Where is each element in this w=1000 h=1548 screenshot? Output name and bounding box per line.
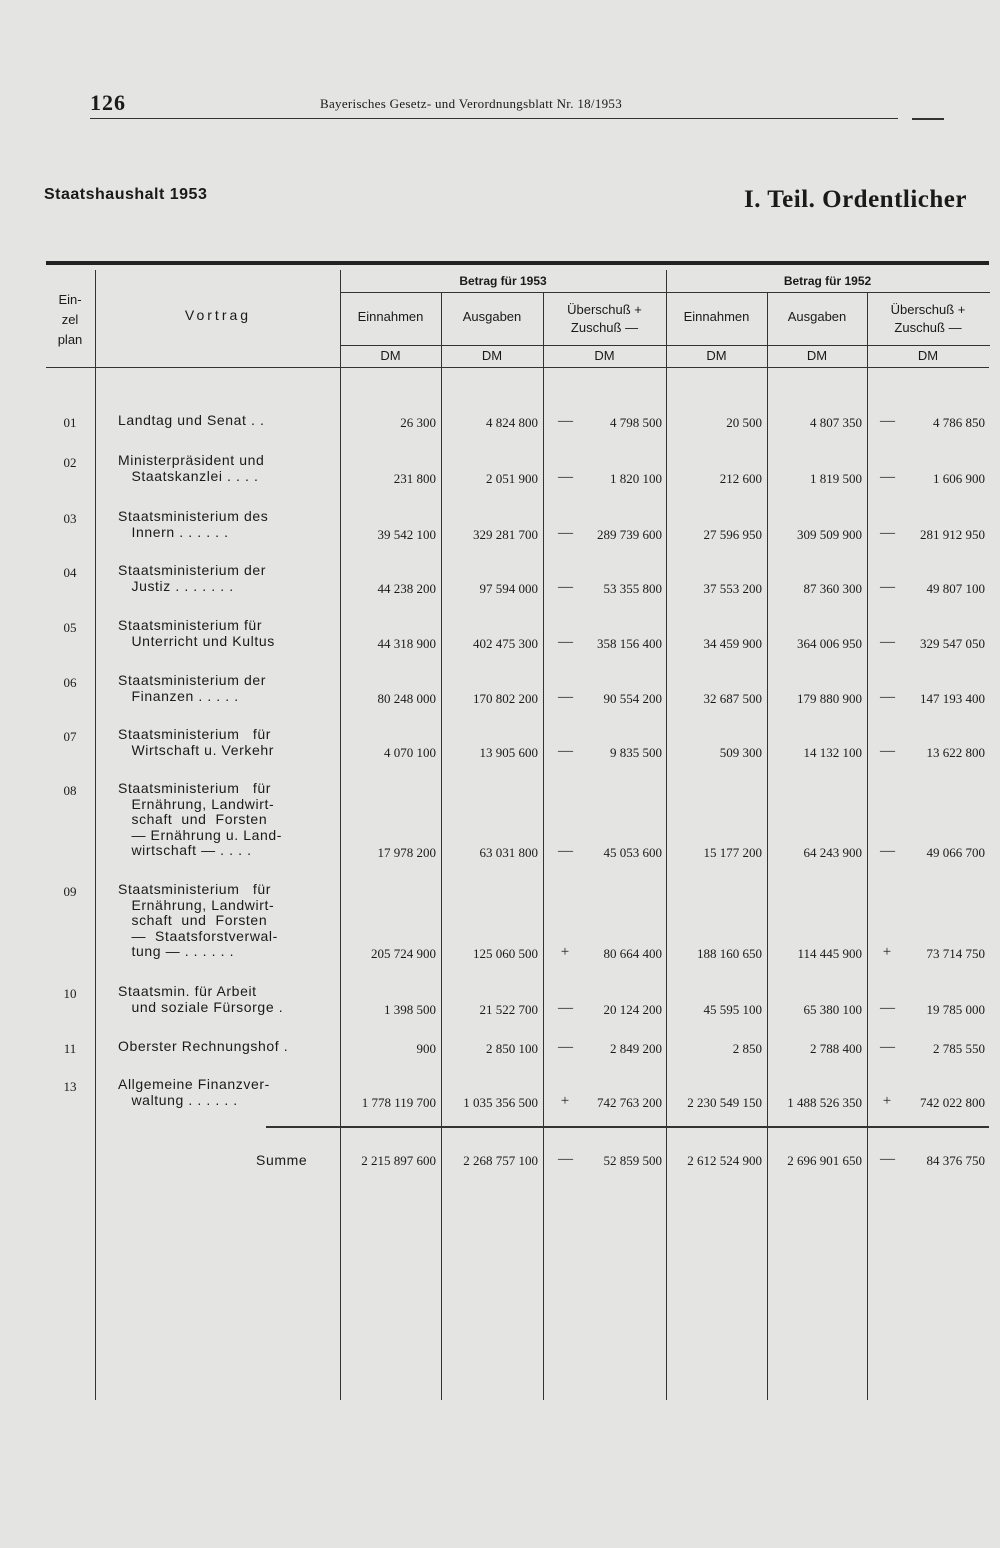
sign-1952: — [880,1039,895,1055]
group-1952-header: Betrag für 1952 [783,274,872,288]
vortrag-line: Staatsministerium der [118,672,266,688]
einnahmen-1952: 20 500 [726,415,762,430]
divider-a53 [543,292,544,1400]
total-saldo-1953: 52 859 500 [603,1153,662,1168]
ausgaben-1952: 65 380 100 [803,1001,862,1017]
ausgaben-1952: 364 006 950 [797,635,862,651]
ausgaben-1952: 1 488 526 350 [787,1094,862,1110]
ausgaben-1953: 21 522 700 [479,1001,538,1017]
einnahmen-1952: 45 595 100 [703,1001,762,1017]
einnahmen-1953: 17 978 200 [377,845,436,860]
part-title: I. Teil. Ordentlicher [744,186,967,213]
vortrag-line: Innern . . . . . . [118,523,229,540]
einnahmen-1953: 1 778 119 700 [361,1094,436,1110]
sign-1953: — [558,633,573,650]
saldo-1953: 45 053 600 [603,845,662,860]
header-dash [912,118,944,120]
saldo-1952: 1 606 900 [933,470,985,486]
vortrag-line: Wirtschaft u. Verkehr [118,741,274,758]
unit-dm: DM [380,348,401,363]
total-saldo-1952: 84 376 750 [926,1153,985,1168]
ausgaben-1952: 2 788 400 [810,1041,862,1056]
vortrag-line: Allgemeine Finanzver- [118,1076,270,1092]
saldo-1953: 742 763 200 [597,1094,662,1110]
sign-1953: + [560,944,570,960]
ausgaben-1952: 4 807 350 [810,415,862,430]
unit-dm: DM [917,348,939,363]
col-einzelplan-line: Ein- [58,292,82,307]
sign-1953: — [558,524,573,541]
saldo-1953: 9 835 500 [610,744,662,760]
einnahmen-1952: 188 160 650 [697,946,762,961]
sign-1953: — [558,413,573,429]
vortrag-line: Landtag und Senat . . [118,412,265,428]
total-einnahmen-1953: 2 215 897 600 [361,1153,436,1168]
header-bottom-rule [46,367,989,368]
vortrag-line: — Staatsforstverwal- [118,927,278,944]
saldo-1953: 53 355 800 [603,580,662,596]
sign-1953: — [558,742,573,759]
page-number: 126 [90,90,126,115]
ausgaben-1953: 402 475 300 [473,635,538,651]
einnahmen-1952: 2 850 [732,1041,762,1056]
ausgaben-1952: 309 509 900 [797,526,862,542]
einzelplan-number: 02 [63,455,77,470]
total-rule [266,1126,989,1128]
einzelplan-number: 10 [63,986,77,1001]
saldo-1952: 4 786 850 [933,415,985,430]
sign-1952: — [880,524,895,541]
total-label: Summe [256,1152,308,1168]
total-einnahmen-1952: 2 612 524 900 [687,1153,762,1168]
vortrag-line: schaft und Forsten [118,811,268,827]
saldo-1953: 20 124 200 [603,1001,662,1017]
sub-zuschuss-line: Zuschuß — [894,320,962,335]
vortrag-line: Ministerpräsident und [118,452,265,468]
ausgaben-1952: 1 819 500 [810,470,862,486]
saldo-1953: 289 739 600 [597,526,662,542]
unit-dm: DM [481,348,503,363]
sign-1952: — [880,578,895,595]
einnahmen-1953: 26 300 [400,415,436,430]
einnahmen-1953: 44 318 900 [377,635,436,651]
vortrag-line: Staatsministerium des [118,508,269,524]
vortrag-line: waltung . . . . . . [118,1091,238,1108]
sign-1952: — [880,742,895,759]
einzelplan-number: 11 [63,1041,77,1056]
saldo-1952: 13 622 800 [926,744,985,760]
divider-a52 [867,292,868,1400]
sub-zuschuss-line: Zuschuß — [570,320,639,335]
group-rule [340,292,990,293]
total-sign-1953: — [558,1151,573,1167]
vortrag-line: tung — . . . . . . [118,943,235,959]
sign-1952: + [882,944,892,960]
saldo-1952: 147 193 400 [920,690,985,706]
group-1953-header: Betrag für 1953 [459,274,547,288]
einzelplan-number: 04 [63,565,77,580]
saldo-1953: 80 664 400 [603,946,662,961]
sign-1952: — [880,633,895,650]
vortrag-line: Staatsministerium für [118,881,272,897]
sign-1953: — [558,843,573,859]
saldo-1953: 2 849 200 [610,1041,662,1056]
einnahmen-1953: 1 398 500 [384,1001,436,1017]
sub-ausgaben-1952: Ausgaben [787,309,847,324]
einnahmen-1953: 44 238 200 [377,580,436,596]
einzelplan-number: 05 [63,620,77,635]
einzelplan-number: 01 [63,415,77,430]
ausgaben-1953: 170 802 200 [473,690,538,706]
sub-ueberschuss-1953 [543,301,666,337]
saldo-1953: 358 156 400 [597,635,662,651]
divider-vortrag [340,270,341,1400]
einzelplan-number: 03 [63,511,77,526]
ausgaben-1952: 114 445 900 [797,946,862,961]
einnahmen-1952: 32 687 500 [703,690,762,706]
saldo-1952: 2 785 550 [933,1041,985,1056]
einzelplan-number: 09 [63,884,77,899]
vortrag-line: Staatsministerium für [118,780,272,796]
header-rule [90,118,898,119]
sign-1952: — [880,468,895,485]
sub-ueberschuss-line: Überschuß + [567,302,642,317]
sub-einnahmen-1953: Einnahmen [357,309,424,324]
ausgaben-1952: 87 360 300 [803,580,862,596]
vortrag-line: und soziale Fürsorge . [118,998,284,1015]
vortrag-line: Staatsministerium der [118,562,266,578]
sub-ueberschuss-line: Überschuß + [890,302,966,317]
vortrag-line: Staatsmin. für Arbeit [118,983,257,999]
einnahmen-1953: 900 [416,1041,436,1056]
vortrag-line: Oberster Rechnungshof . [118,1038,289,1054]
sign-1953: — [558,1039,573,1055]
ausgaben-1953: 13 905 600 [479,744,538,760]
vortrag-line: Ernährung, Landwirt- [118,896,275,913]
einzelplan-number: 08 [63,783,77,798]
unit-rule [340,345,990,346]
unit-dm: DM [806,348,828,363]
sign-1953: + [560,1092,570,1109]
einnahmen-1952: 2 230 549 150 [687,1094,762,1110]
budget-title: Staatshaushalt 1953 [44,186,208,203]
sign-1952: — [880,413,895,429]
ausgaben-1952: 179 880 900 [797,690,862,706]
unit-dm: DM [706,348,727,363]
vortrag-line: wirtschaft — . . . . [118,842,252,858]
sign-1952: + [882,1092,892,1109]
col-einzelplan-line: plan [57,332,83,347]
saldo-1952: 19 785 000 [926,1001,985,1017]
vortrag-line: Finanzen . . . . . [118,687,239,704]
ausgaben-1952: 64 243 900 [803,845,862,860]
einnahmen-1952: 509 300 [719,744,762,760]
saldo-1952: 329 547 050 [920,635,985,651]
ausgaben-1953: 63 031 800 [479,845,538,860]
col-einzelplan-header [46,290,94,350]
vortrag-line: schaft und Forsten [118,912,268,928]
einzelplan-number: 07 [63,729,77,744]
sign-1952: — [880,688,895,705]
saldo-1952: 73 714 750 [926,946,985,961]
table-top-rule [46,261,989,265]
vortrag-line: Unterricht und Kultus [118,632,275,649]
einzelplan-number: 13 [63,1079,77,1094]
vortrag-line: Ernährung, Landwirt- [118,795,275,812]
saldo-1953: 90 554 200 [603,690,662,706]
vortrag-line: Staatskanzlei . . . . [118,467,259,484]
saldo-1952: 49 066 700 [926,845,985,860]
vortrag-line: Justiz . . . . . . . [118,577,234,594]
total-ausgaben-1952: 2 696 901 650 [787,1153,862,1168]
einnahmen-1952: 212 600 [719,470,762,486]
ausgaben-1953: 2 051 900 [486,470,538,486]
divider-group [666,270,667,1400]
ausgaben-1953: 1 035 356 500 [463,1094,538,1110]
einnahmen-1952: 27 596 950 [703,526,762,542]
sub-ueberschuss-1952 [867,301,989,337]
saldo-1952: 742 022 800 [920,1094,985,1110]
divider-einzelplan [95,270,96,1400]
running-head: Bayerisches Gesetz- und Verordnungsblatt Nr. 18/1953 [320,96,623,111]
saldo-1952: 49 807 100 [926,580,985,596]
sign-1952: — [880,999,895,1016]
einzelplan-number: 06 [63,675,77,690]
ausgaben-1953: 2 850 100 [486,1041,538,1056]
sign-1953: — [558,578,573,595]
ausgaben-1953: 4 824 800 [486,415,538,430]
saldo-1952: 281 912 950 [920,526,985,542]
total-sign-1952: — [880,1151,895,1167]
vortrag-line: Staatsministerium für [118,726,272,742]
col-einzelplan-line: zel [61,312,79,327]
ausgaben-1952: 14 132 100 [803,744,862,760]
einnahmen-1952: 37 553 200 [703,580,762,596]
einnahmen-1953: 4 070 100 [384,744,436,760]
sign-1952: — [880,843,895,859]
sign-1953: — [558,688,573,705]
unit-dm: DM [594,348,615,363]
vortrag-line: — Ernährung u. Land- [118,826,282,843]
vortrag-line: Staatsministerium für [118,617,263,633]
sign-1953: — [558,468,573,485]
total-ausgaben-1953: 2 268 757 100 [463,1153,538,1168]
einnahmen-1953: 205 724 900 [371,946,436,961]
sign-1953: — [558,999,573,1016]
saldo-1953: 4 798 500 [610,415,662,430]
einnahmen-1953: 39 542 100 [377,526,436,542]
ausgaben-1953: 97 594 000 [479,580,538,596]
ausgaben-1953: 125 060 500 [473,946,538,961]
einnahmen-1952: 34 459 900 [703,635,762,651]
sub-einnahmen-1952: Einnahmen [683,309,750,324]
einnahmen-1952: 15 177 200 [703,845,762,860]
einnahmen-1953: 80 248 000 [377,690,436,706]
ausgaben-1953: 329 281 700 [473,526,538,542]
col-vortrag-header: Vortrag [184,307,252,323]
einnahmen-1953: 231 800 [393,470,436,486]
saldo-1953: 1 820 100 [610,470,662,486]
sub-ausgaben-1953: Ausgaben [462,309,522,324]
